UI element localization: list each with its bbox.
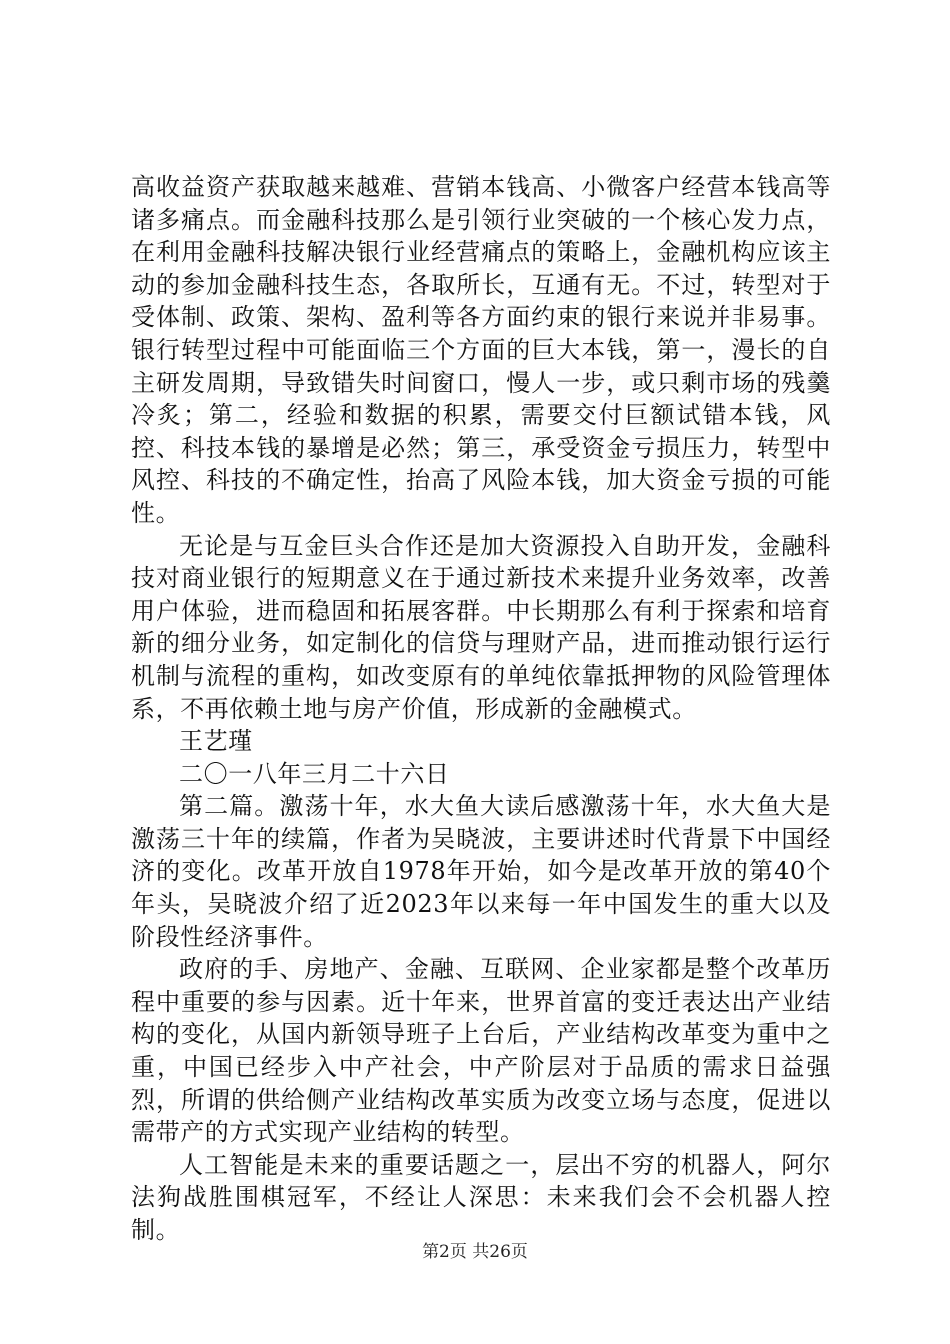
document-body — [131, 171, 831, 1247]
paragraph-reform-factors: 政府的手、房地产、金融、互联网、企业家都是整个改革历程中重要的参与因素。近十年来，世界首富的变迁表达出产业结构的变化，从国内新领导班子上台后，产业结构改革变为重中之重，中国已经步入中产社会，中产阶层对于品质的需求日益强烈，所谓的供给侧产业结构改革实质为改变立场与态度，促进以需带产的方式实现产业结构的转型。 — [131, 955, 831, 1147]
author-name: 王艺瑾 — [179, 727, 253, 756]
paragraph-continuation: 高收益资产获取越来越难、营销本钱高、小微客户经营本钱高等诸多痛点。而金融科技那么是引领行业突破的一个核心发力点，在利用金融科技解决银行业经营痛点的策略上，金融机构应该主动的参加金融科技生态，各取所长，互通有无。不过，转型对于受体制、政策、架构、盈利等各方面约束的银行来说并非易事。银行转型过程中可能面临三个方面的巨大本钱，第一，漫长的自主研发周期，导致错失时间窗口，慢人一步，或只剩市场的残羹冷炙；第二，经验和数据的积累，需要交付巨额试错本钱，风控、科技本钱的暴增是必然；第三，承受资金亏损压力，转型中风控、科技的不确定性，抬高了风险本钱，加大资金亏损的可能性。 — [131, 173, 831, 527]
document-date: 二〇一八年三月二十六日 — [179, 759, 450, 788]
page-footer: 第2页 共26页 — [422, 1242, 528, 1262]
paragraph-ai-topic: 人工智能是未来的重要话题之一，层出不穷的机器人，阿尔法狗战胜围棋冠军，不经让人深思：未来我们会不会机器人控制。 — [131, 1150, 831, 1244]
paragraph-fintech-significance: 无论是与互金巨头合作还是加大资源投入自助开发，金融科技对商业银行的短期意义在于通过新技术来提升业务效率，改善用户体验，进而稳固和拓展客群。中长期那么有利于探索和培育新的细分业务，如定制化的信贷与理财产品，进而推动银行运行机制与流程的重构，如改变原有的单纯依靠抵押物的风险管理体系，不再依赖土地与房产价值，形成新的金融模式。 — [131, 531, 831, 723]
paragraph-second-article-intro: 第二篇。激荡十年，水大鱼大读后感激荡十年，水大鱼大是激荡三十年的续篇，作者为吴晓波，主要讲述时代背景下中国经济的变化。改革开放自1978年开始，如今是改革开放的第40个年头，吴晓波介绍了近2023年以来每一年中国发生的重大以及阶段性经济事件。 — [131, 792, 831, 951]
